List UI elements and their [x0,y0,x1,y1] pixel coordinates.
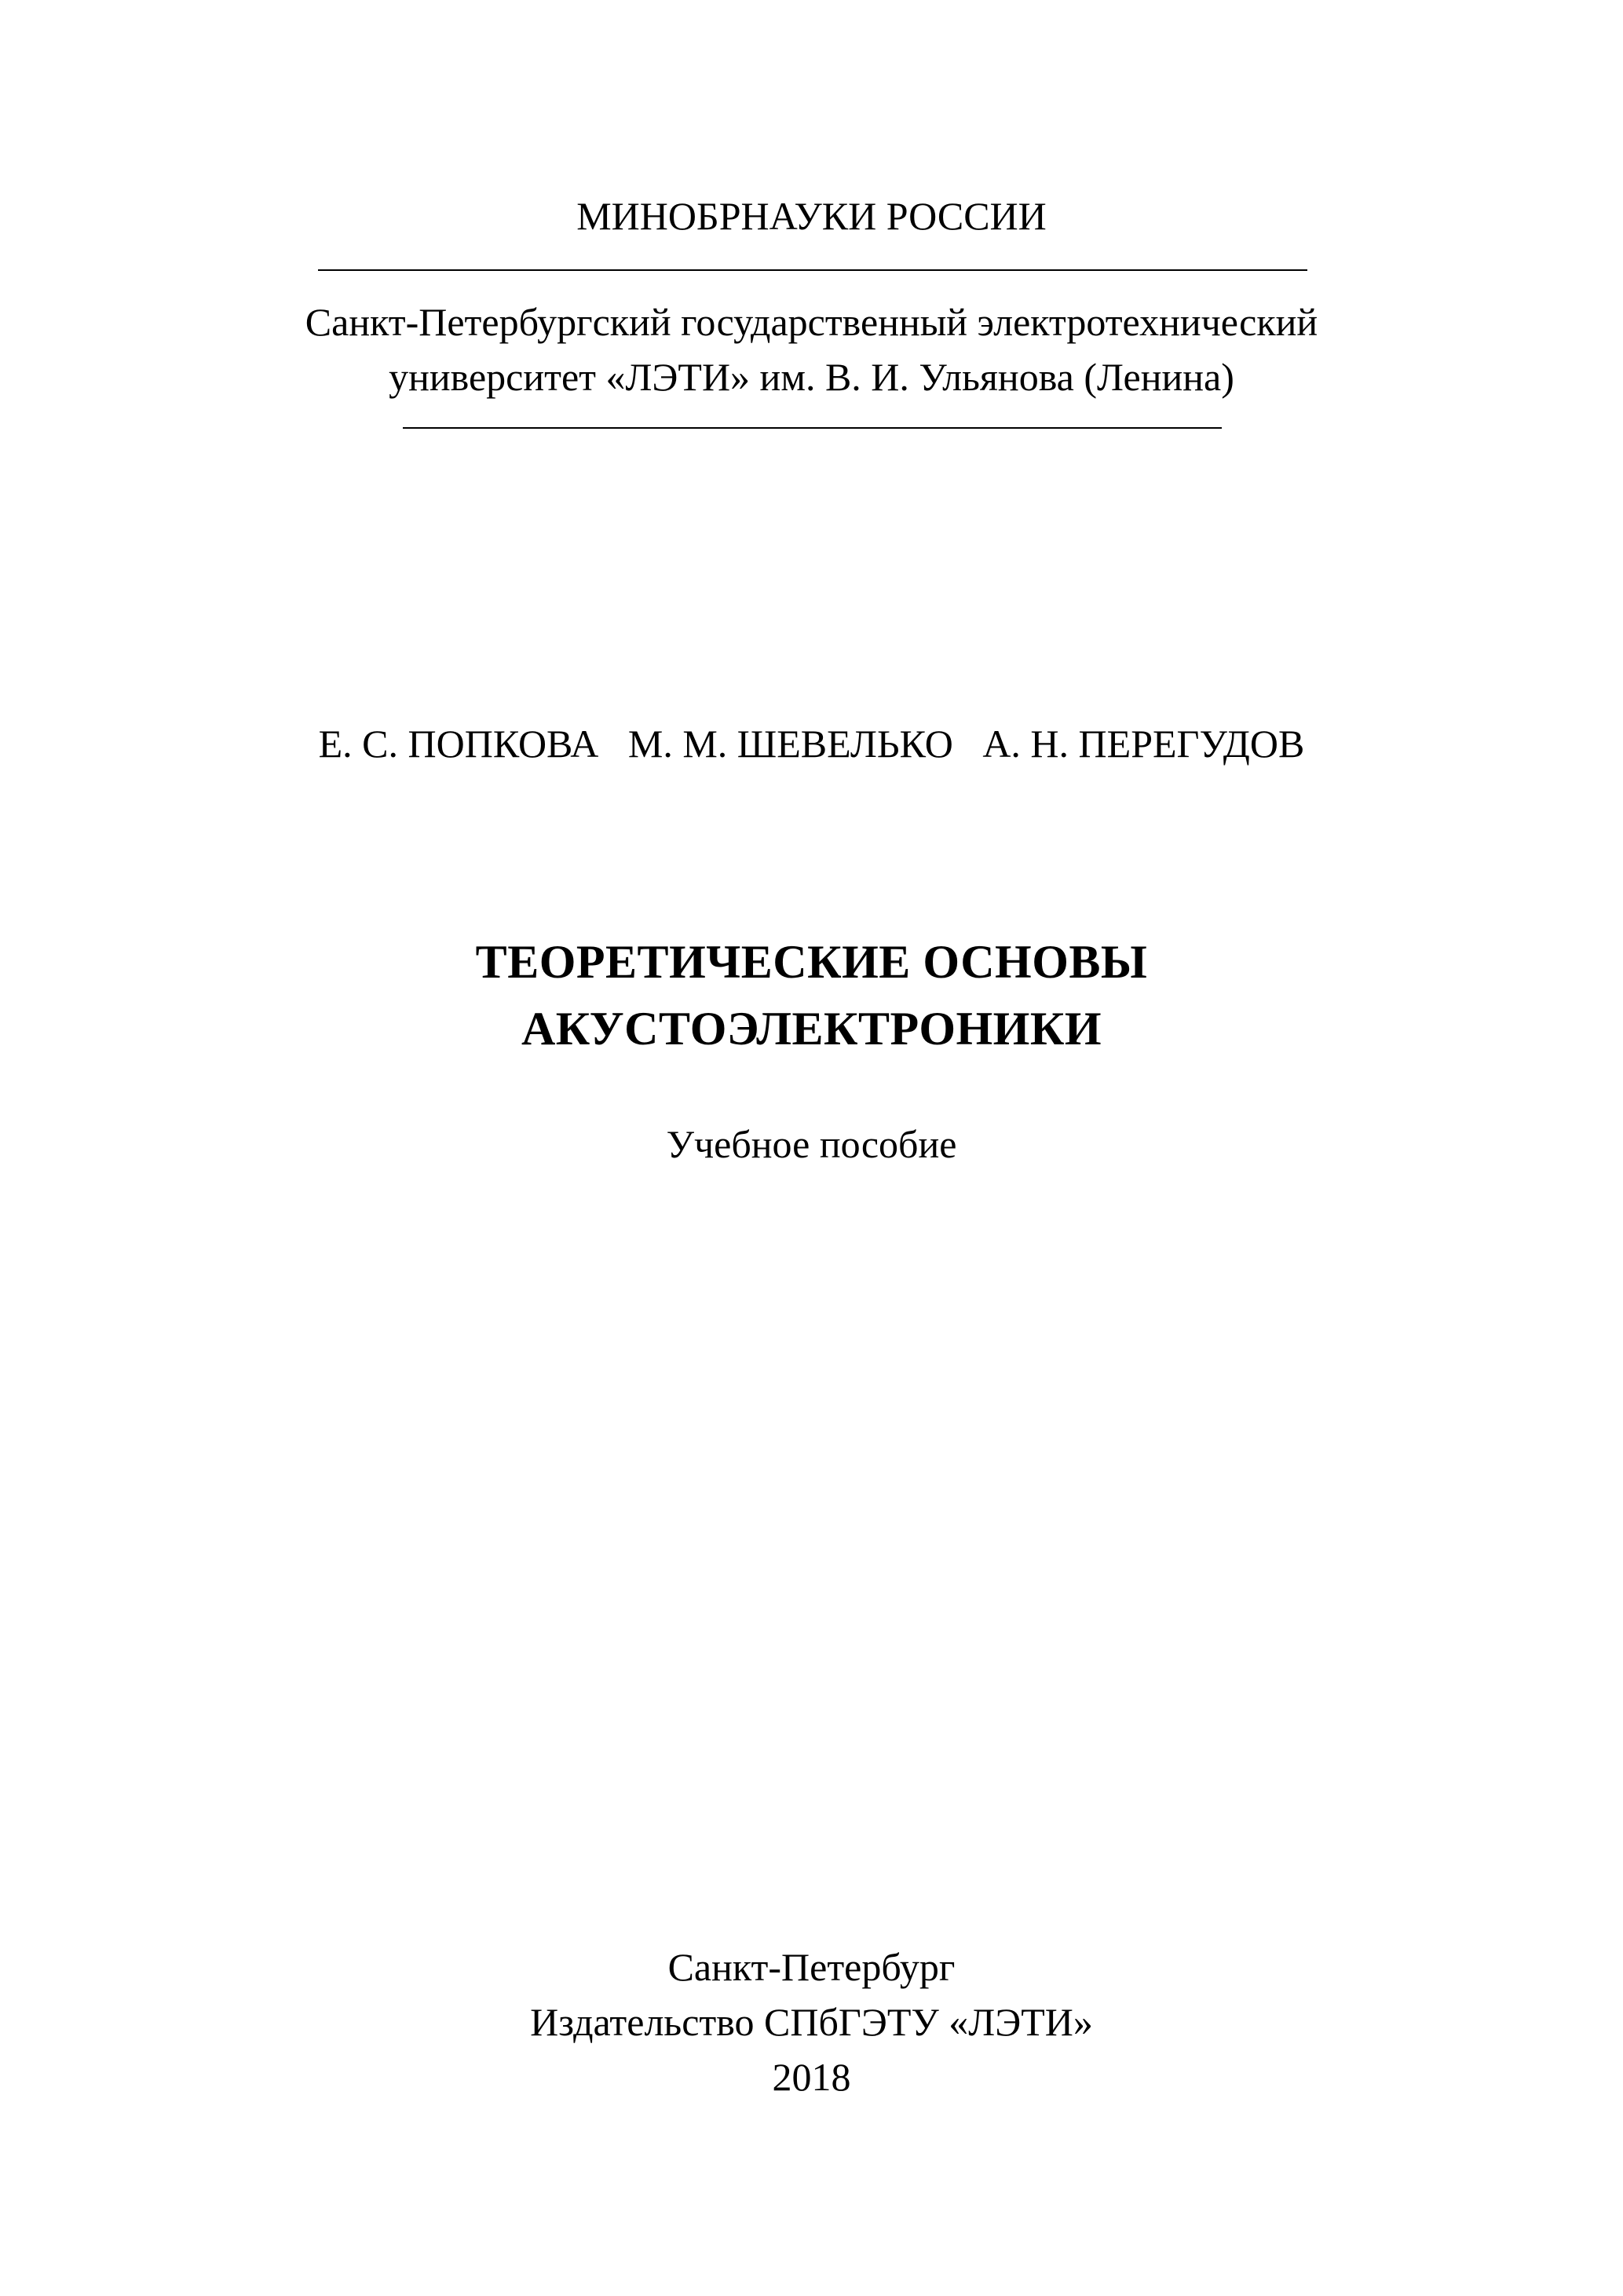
authors-line: Е. С. ПОПКОВА М. М. ШЕВЕЛЬКО А. Н. ПЕРЕГУДОВ [318,722,1305,766]
imprint-city: Санкт-Петербург [667,1945,956,1989]
book-title-line1: ТЕОРЕТИЧЕСКИЕ ОСНОВЫ [475,936,1148,988]
imprint-year: 2018 [772,2055,851,2099]
imprint-publisher: Издательство СПбГЭТУ «ЛЭТИ» [530,2000,1093,2044]
university-name-line1: Санкт-Петербургский государственный электротехнический [305,300,1318,344]
ministry-heading: МИНОБРНАУКИ РОССИИ [576,194,1047,238]
header-divider-bottom [403,427,1222,429]
university-name-line2: университет «ЛЭТИ» им. В. И. Ульянова (Ленина) [389,355,1234,399]
book-subtitle: Учебное пособие [666,1122,957,1166]
book-title-line2: АКУСТОЭЛЕКТРОНИКИ [521,1003,1102,1055]
header-divider-top [318,269,1307,271]
